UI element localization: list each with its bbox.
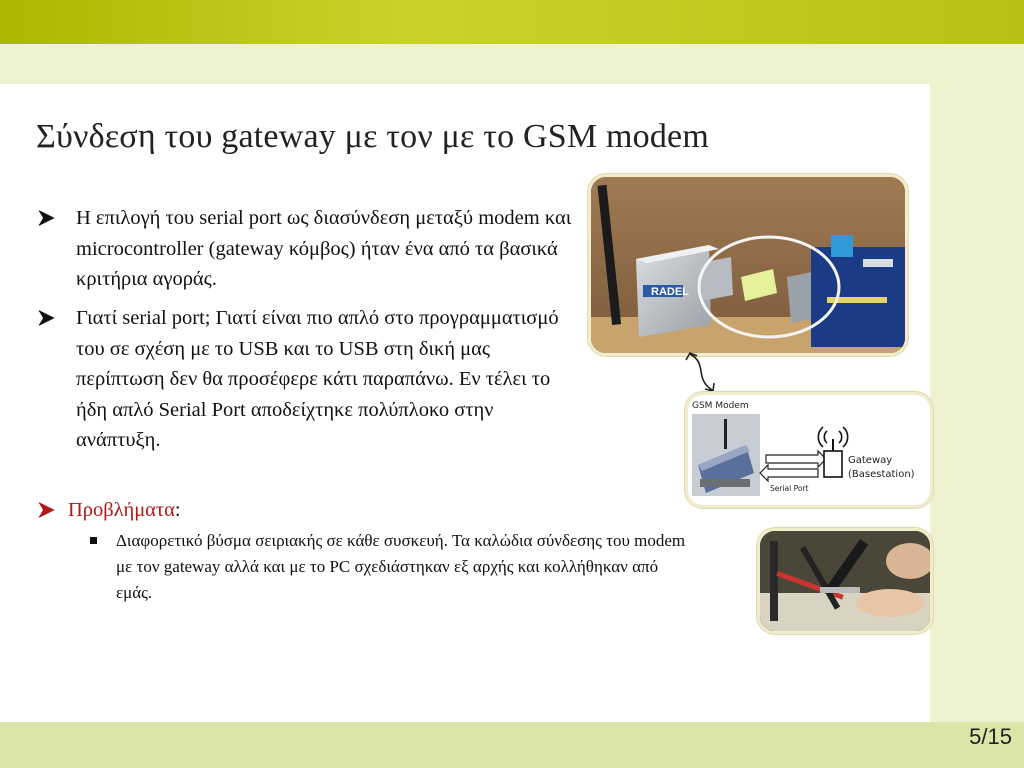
gsm-gateway-diagram: [685, 392, 933, 508]
problems-colon: :: [174, 499, 181, 521]
arrow-bullet-icon: [36, 203, 58, 233]
square-bullet-icon: [90, 537, 97, 544]
gsm-modem-label: GSM Modem: [692, 401, 749, 411]
page-number: 5/15: [969, 724, 1012, 749]
soldering-illustration: [760, 531, 930, 631]
basestation-label: (Basestation): [848, 469, 915, 480]
header-light-band: [0, 44, 1024, 84]
slide-title: Σύνδεση του gateway με τον με το GSM modem: [36, 118, 709, 155]
diagram-illustration: [688, 395, 930, 505]
modem-board-photo: [588, 174, 908, 356]
modem-board-illustration: [591, 177, 905, 353]
right-side-band: [930, 84, 1024, 724]
modem-brand-label: RADEL: [651, 286, 689, 298]
soldering-photo: [757, 528, 933, 634]
bullet-text: Η επιλογή του serial port ως διασύνδεση μεταξύ modem και microcontroller (gateway κόμβος) ήταν ένα από τα βασικά κριτήρια αγοράς.: [76, 207, 572, 290]
arrow-bullet-icon: [36, 495, 58, 525]
footer-band: [0, 722, 1024, 768]
arrow-bullet-icon: [36, 303, 58, 333]
serial-port-label: Serial Port: [770, 484, 809, 493]
sub-bullet-text: Διαφορετικό βύσμα σειριακής σε κάθε συσκευή. Τα καλώδια σύνδεσης του modem με τον gateway αλλά και με το PC σχεδιάστηκαν εξ αρχής και κολλήθηκαν από εμάς.: [116, 531, 686, 602]
problems-label: Προβλήματα: [68, 499, 175, 521]
bullet-text: Γιατί serial port; Γιατί είναι πιο απλό στο προγραμματισμό του σε σχέση με το USB και το USB στη δική μας περίπτωση δεν θα προσέφερε κάτι παραπάνω. Εν τέλει το ήδη απλό Serial Port αποδείχτηκε πολύπλοκο στην ανάπτυξη.: [76, 307, 559, 451]
double-arrow-icon: [682, 350, 726, 394]
gateway-label: Gateway: [848, 455, 893, 466]
top-accent-band: [0, 0, 1024, 44]
